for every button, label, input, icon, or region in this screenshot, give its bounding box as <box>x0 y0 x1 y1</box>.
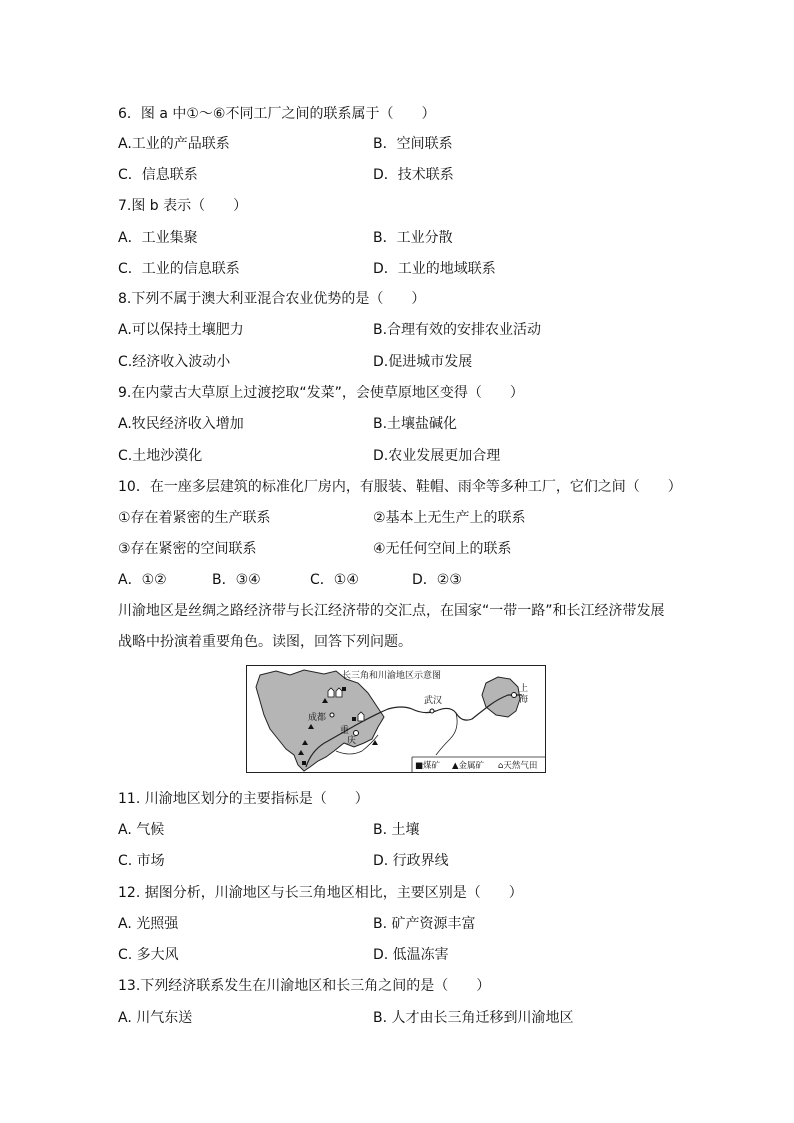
intro-paragraph-line-1: 川渝地区是丝绸之路经济带与长江经济带的交汇点，在国家“一带一路”和长江经济带发展 <box>118 603 665 619</box>
question-7-option-b: B．工业分散 <box>373 230 453 246</box>
chongqing-label-2: 庆 <box>347 736 357 746</box>
wuhan-city-marker <box>430 709 434 713</box>
question-12-option-d: D. 低温冻害 <box>373 947 449 963</box>
shanghai-city-marker <box>512 693 517 698</box>
coal-mine-marker <box>352 717 356 721</box>
question-10-statement-4: ④无任何空间上的联系 <box>373 541 512 557</box>
coal-mine-marker <box>342 687 346 691</box>
question-9-option-b: B.土壤盐碱化 <box>373 416 458 432</box>
chongqing-city-marker <box>354 731 359 736</box>
question-6-option-c: C．信息联系 <box>118 167 198 183</box>
question-13-option-a: A. 川气东送 <box>118 1010 193 1026</box>
question-8-option-c: C.经济收入波动小 <box>118 354 231 370</box>
map-title: 长三角和川渝地区示意图 <box>342 671 442 681</box>
question-13-stem: 13.下列经济联系发生在川渝地区和长三角之间的是（ ） <box>118 978 491 994</box>
question-10-option-a: A．①② <box>118 572 167 588</box>
question-11-option-c: C. 市场 <box>118 853 165 869</box>
question-9-option-a: A.牧民经济收入增加 <box>118 416 244 432</box>
map-figure <box>246 665 546 773</box>
chengdu-label: 成都 <box>308 713 327 723</box>
question-7-option-d: D．工业的地域联系 <box>373 261 496 277</box>
question-12-stem: 12. 据图分析，川渝地区与长三角地区相比，主要区别是（ ） <box>118 885 523 901</box>
question-9-stem: 9.在内蒙古大草原上过渡挖取“发菜”，会使草原地区变得（ ） <box>118 385 524 401</box>
legend-gas: ⌂天然气田 <box>498 761 538 771</box>
question-11-stem: 11. 川渝地区划分的主要指标是（ ） <box>118 791 369 807</box>
question-8-option-d: D.促进城市发展 <box>373 354 473 370</box>
question-12-option-a: A. 光照强 <box>118 916 179 932</box>
question-10-statement-3: ③存在紧密的空间联系 <box>118 541 257 557</box>
legend-coal: ■煤矿 <box>415 761 441 771</box>
question-11-option-d: D. 行政界线 <box>373 853 449 869</box>
shanghai-label-1: 上 <box>519 684 529 694</box>
question-7-stem: 7.图 b 表示（ ） <box>118 198 248 214</box>
question-10-option-b: B．③④ <box>212 572 261 588</box>
question-10-statement-1: ①存在着紧密的生产联系 <box>118 510 271 526</box>
question-8-option-a: A.可以保持土壤肥力 <box>118 322 244 338</box>
question-7-option-c: C．工业的信息联系 <box>118 261 240 277</box>
shanghai-label-2: 海 <box>519 695 529 705</box>
coal-mine-marker <box>302 761 306 765</box>
question-11-option-b: B. 土壤 <box>373 822 420 838</box>
question-7-option-a: A．工业集聚 <box>118 230 198 246</box>
question-10-stem: 10．在一座多层建筑的标准化厂房内，有服装、鞋帽、雨伞等多种工厂，它们之间（ ） <box>118 479 682 495</box>
intro-paragraph-line-2: 战略中扮演着重要角色。读图，回答下列问题。 <box>118 634 412 650</box>
question-12-option-c: C. 多大风 <box>118 947 179 963</box>
question-10-option-c: C．①④ <box>310 572 359 588</box>
question-9-option-d: D.农业发展更加合理 <box>373 448 501 464</box>
question-9-option-c: C.土地沙漠化 <box>118 448 203 464</box>
question-6-stem: 6．图 a 中①～⑥不同工厂之间的联系属于（ ） <box>118 106 436 122</box>
question-6-option-d: D．技术联系 <box>373 167 454 183</box>
question-10-option-d: D．②③ <box>412 572 462 588</box>
question-13-option-b: B. 人才由长三角迁移到川渝地区 <box>373 1010 574 1026</box>
question-6-option-b: B．空间联系 <box>373 136 453 152</box>
question-8-stem: 8.下列不属于澳大利亚混合农业优势的是（ ） <box>118 291 426 307</box>
question-8-option-b: B.合理有效的安排农业活动 <box>373 322 542 338</box>
question-12-option-b: B. 矿产资源丰富 <box>373 916 476 932</box>
question-10-statement-2: ②基本上无生产上的联系 <box>373 510 526 526</box>
wuhan-label: 武汉 <box>424 696 443 706</box>
legend-metal: ▲金属矿 <box>452 761 485 771</box>
chongqing-label-1: 重 <box>340 726 350 736</box>
question-6-option-a: A.工业的产品联系 <box>118 136 230 152</box>
question-11-option-a: A. 气候 <box>118 822 165 838</box>
chengdu-city-marker <box>330 713 334 717</box>
